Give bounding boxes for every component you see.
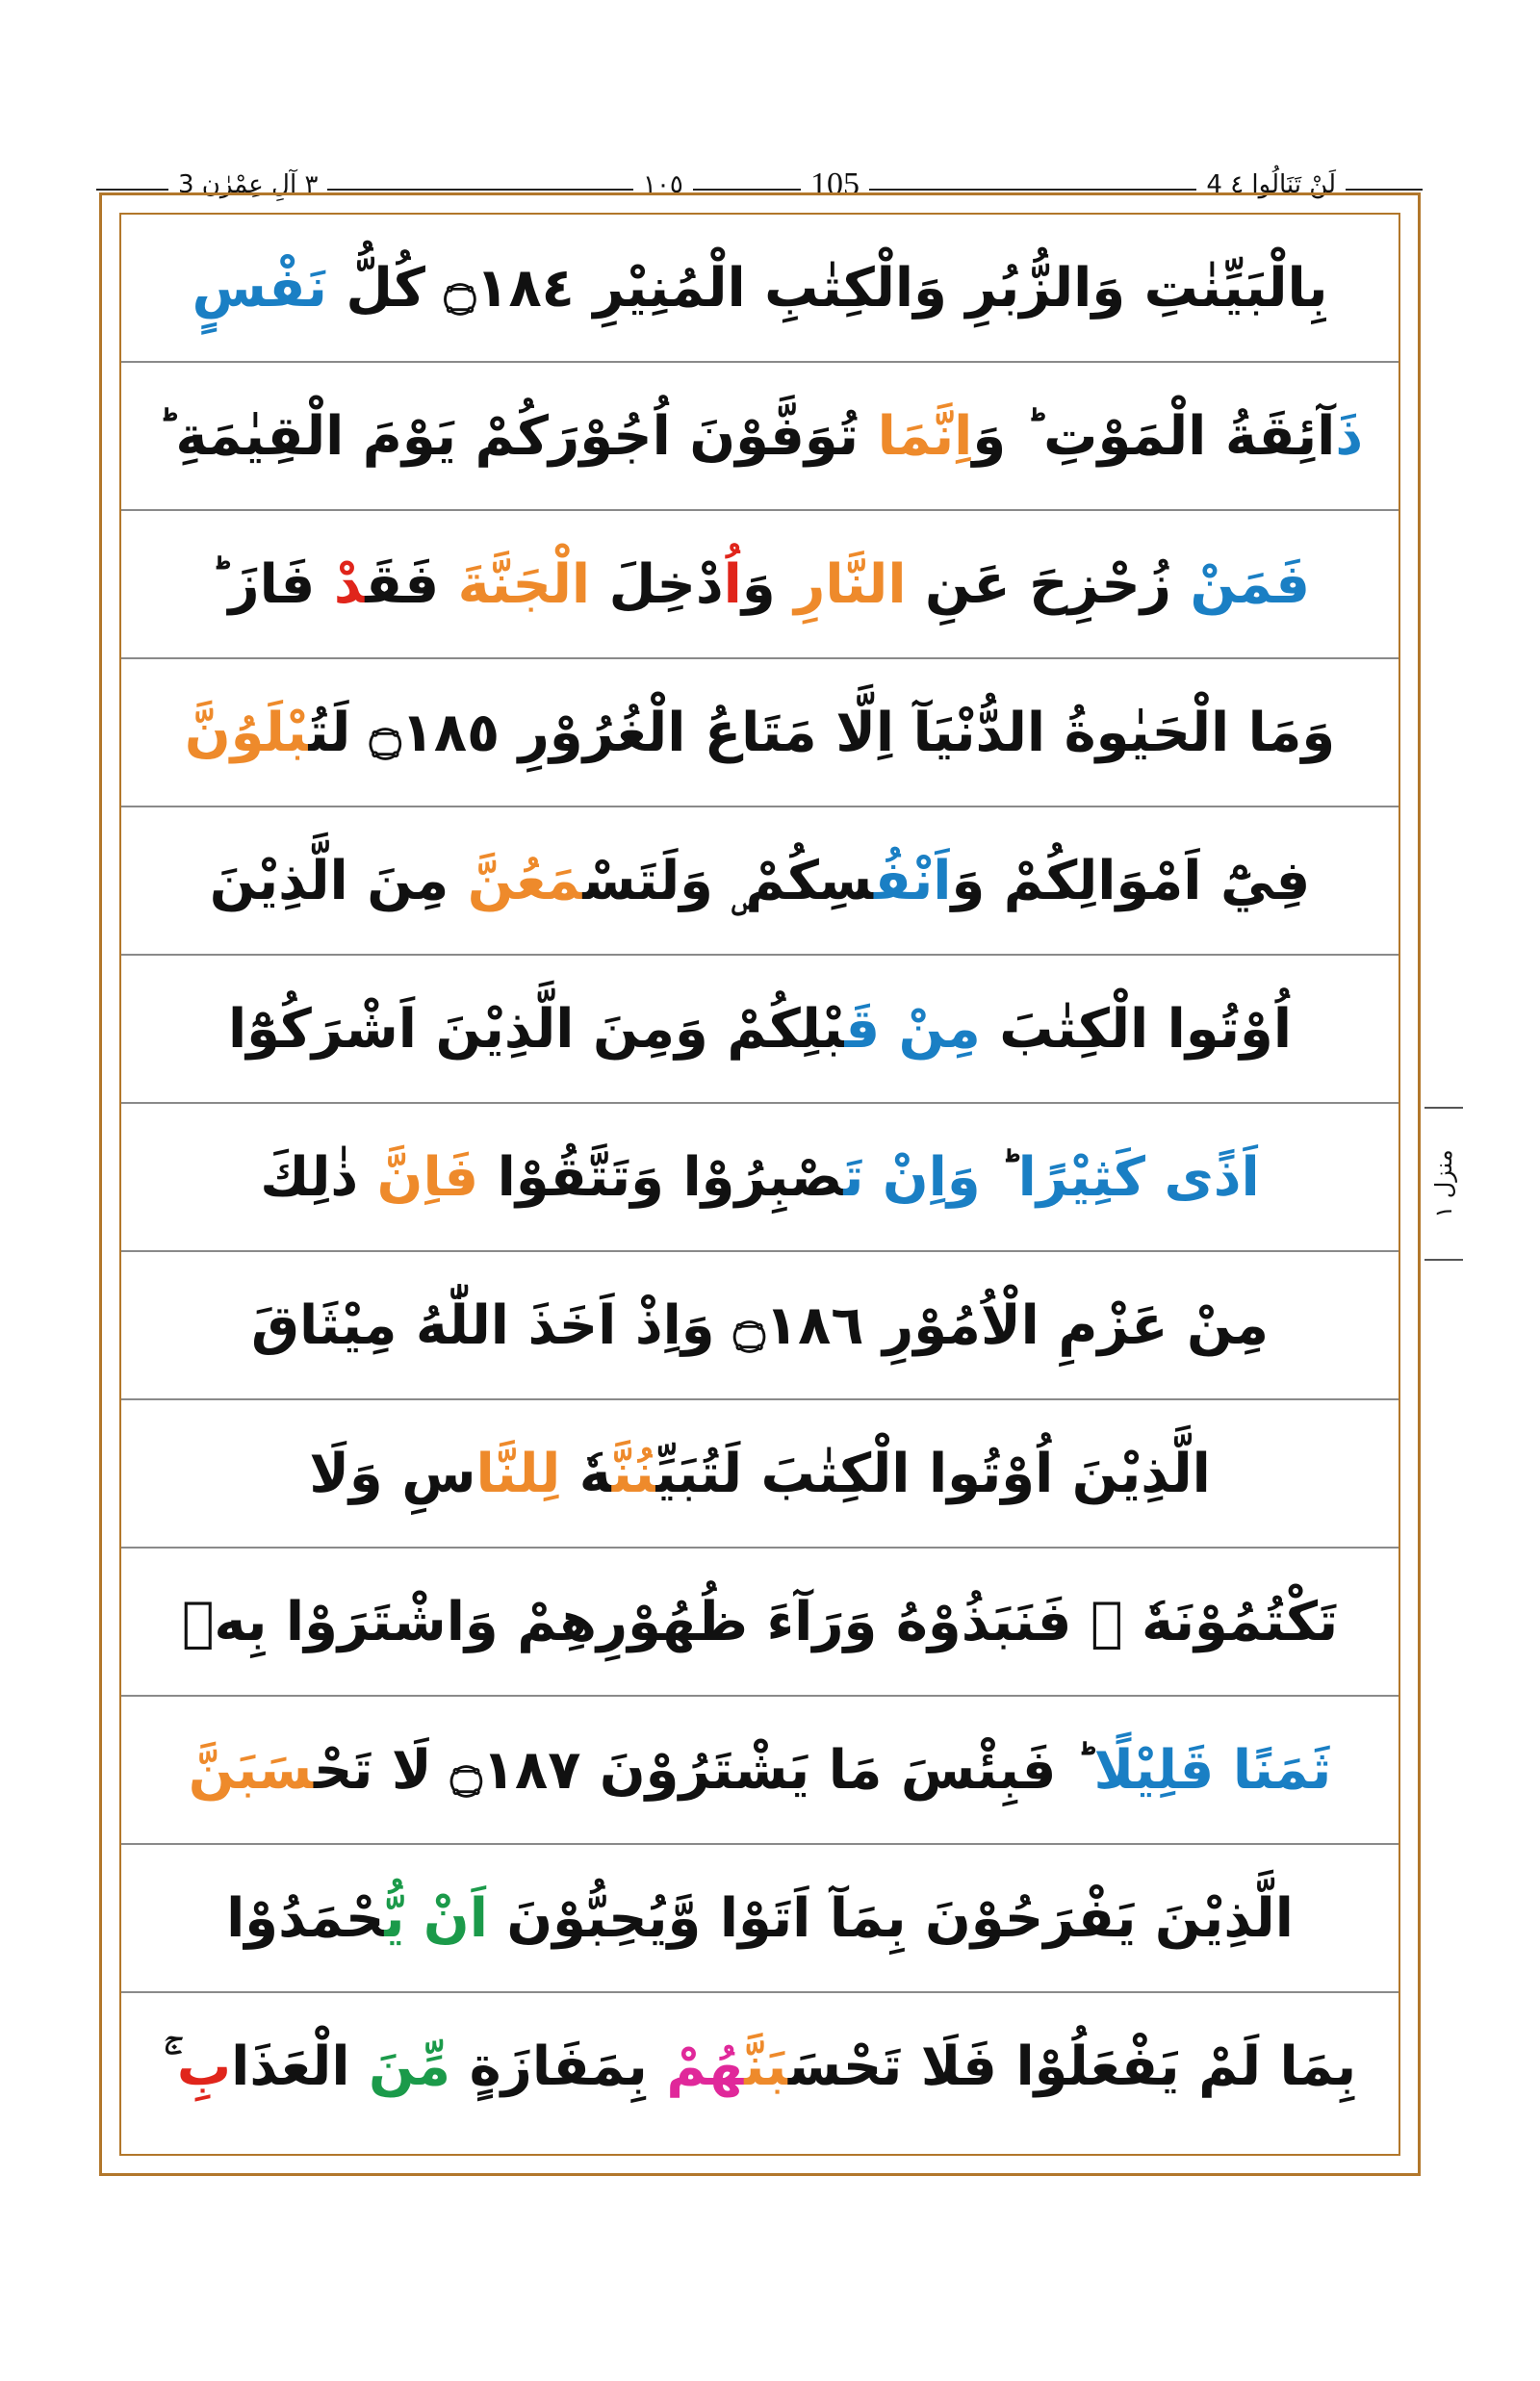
- text-segment: الَّذِيْنَ اُوْتُوا الْكِتٰبَ لَتُبَيِّ: [655, 1443, 1211, 1505]
- text-segment: ۚ: [163, 2035, 177, 2098]
- text-segment: صْبِرُوْا وَتَتَّقُوْا: [478, 1146, 844, 1209]
- tajweed-segment: مِّنَ: [369, 2035, 451, 2098]
- tajweed-segment: اِنَّمَا: [877, 405, 973, 468]
- juz-name: لَنْ تَنَالُوا ٤ 4: [1196, 164, 1346, 206]
- text-line: [121, 1845, 1399, 1993]
- page-number: 105: [801, 164, 869, 206]
- text-segment: آئِقَةُ الْمَوْتِ ؕ وَ: [972, 405, 1336, 468]
- tajweed-segment: بْلَوُنَّ: [184, 702, 309, 764]
- text-segment: تُوَفَّوْنَ اُجُوْرَكُمْ يَوْمَ الْقِيٰمَةِ ؕ: [156, 405, 878, 468]
- text-segment: زُحْزِحَ عَنِ: [906, 553, 1191, 616]
- tajweed-segment: اَذًى كَثِيْرًا: [1017, 1146, 1260, 1209]
- tajweed-segment: فَاِنَّ: [376, 1146, 479, 1209]
- text-frame: [119, 213, 1400, 2156]
- text-segment: وَمَا الْحَيٰوةُ الدُّنْيَآ اِلَّا مَتَاعُ الْغُرُوْرِ ۝١٨٥ لَتُ: [308, 702, 1336, 764]
- text-line: [121, 1993, 1399, 2141]
- tajweed-segment: بِ: [176, 2035, 232, 2098]
- tajweed-segment: نُنَّ: [611, 1443, 656, 1505]
- tajweed-segment: النَّارِ: [794, 553, 907, 616]
- tajweed-segment: اُ: [723, 553, 742, 616]
- text-line: [121, 1697, 1399, 1845]
- text-segment: هٗ: [560, 1443, 612, 1505]
- text-segment: فَقَ: [365, 553, 458, 616]
- text-segment: حْمَدُوْا: [226, 1887, 385, 1950]
- tajweed-segment: ذَ: [1335, 405, 1364, 468]
- text-segment: ذٰلِكَ: [260, 1146, 377, 1209]
- tajweed-segment: سَبَنَّ: [188, 1739, 314, 1802]
- manzil-label: منزل ١: [1430, 1149, 1457, 1218]
- text-segment: فِيْٓ اَمْوَالِكُمْ وَ: [951, 850, 1311, 912]
- text-segment: ؕ: [980, 1146, 1018, 1209]
- text-segment: بِالْبَيِّنٰتِ وَالزُّبُرِ وَالْكِتٰبِ الْمُنِيْرِ ۝١٨٤ كُلُّ: [326, 257, 1328, 320]
- text-line: [121, 956, 1399, 1104]
- text-line: [121, 1104, 1399, 1252]
- tajweed-segment: لِلنَّا: [475, 1443, 561, 1505]
- text-segment: دْخِلَ: [590, 553, 724, 616]
- surah-name: ٣ آلِ عِمْرٰن 3: [168, 164, 327, 206]
- text-segment: ؕ فَبِئْسَ مَا يَشْتَرُوْنَ ۝١٨٧ لَا تَحْ: [313, 1739, 1094, 1802]
- text-segment: الَّذِيْنَ يَفْرَحُوْنَ بِمَآ اَتَوْا وَّيُحِبُّوْنَ: [487, 1887, 1294, 1950]
- quran-text: [121, 215, 1399, 2154]
- text-line: [121, 1400, 1399, 1549]
- text-segment: بِمَفَازَةٍ: [450, 2035, 667, 2098]
- page-border: [99, 192, 1421, 2176]
- text-line: [121, 363, 1399, 511]
- manzil-marker: [1424, 1107, 1463, 1261]
- text-segment: مِنَ الَّذِيْنَ: [209, 850, 468, 912]
- tajweed-segment: بَنَّ: [744, 2035, 788, 2098]
- text-segment: اُوْتُوا الْكِتٰبَ: [980, 998, 1293, 1061]
- text-line: [121, 1252, 1399, 1400]
- text-segment: سِكُمْ ۣ وَلَتَسْ: [582, 850, 874, 912]
- tajweed-segment: اَنْفُ: [873, 850, 952, 912]
- text-segment: بِمَا لَمْ يَفْعَلُوْا فَلَا تَحْسَ: [787, 2035, 1357, 2098]
- text-line: [121, 659, 1399, 807]
- text-segment: تَكْتُمُوْنَهٗ ۫ فَنَبَذُوْهُ وَرَآءَ ظُهُوْرِهِمْ وَاشْتَرَوْا بِهٖ: [181, 1591, 1339, 1653]
- tajweed-segment: هُمْ: [666, 2035, 745, 2098]
- text-segment: مِنْ عَزْمِ الْاُمُوْرِ ۝١٨٦ وَاِذْ اَخَذَ اللّٰهُ مِيْثَاقَ: [250, 1294, 1270, 1357]
- text-line: [121, 215, 1399, 363]
- tajweed-segment: دْ: [333, 553, 366, 616]
- tajweed-segment: ثَمَنًا قَلِيْلًا: [1093, 1739, 1332, 1802]
- page-number-arabic: ١٠٥: [633, 164, 693, 206]
- text-line: [121, 807, 1399, 956]
- text-segment: الْعَذَا: [231, 2035, 370, 2098]
- tajweed-segment: فَمَنْ: [1190, 553, 1311, 616]
- text-segment: فَازَ ؕ: [209, 553, 334, 616]
- text-segment: بْلِكُمْ وَمِنَ الَّذِيْنَ اَشْرَكُوْٓا: [227, 998, 845, 1061]
- tajweed-segment: الْجَنَّةَ: [457, 553, 591, 616]
- text-segment: وَ: [741, 553, 795, 616]
- tajweed-segment: نَفْسٍ: [192, 257, 327, 320]
- text-segment: سِ وَلَا: [309, 1443, 476, 1505]
- tajweed-segment: مِنْ قَ: [844, 998, 981, 1061]
- tajweed-segment: اَنْ يُّ: [384, 1887, 488, 1950]
- text-line: [121, 1549, 1399, 1697]
- tajweed-segment: وَاِنْ تَ: [843, 1146, 981, 1209]
- tajweed-segment: مَعُنَّ: [467, 850, 583, 912]
- text-line: [121, 511, 1399, 659]
